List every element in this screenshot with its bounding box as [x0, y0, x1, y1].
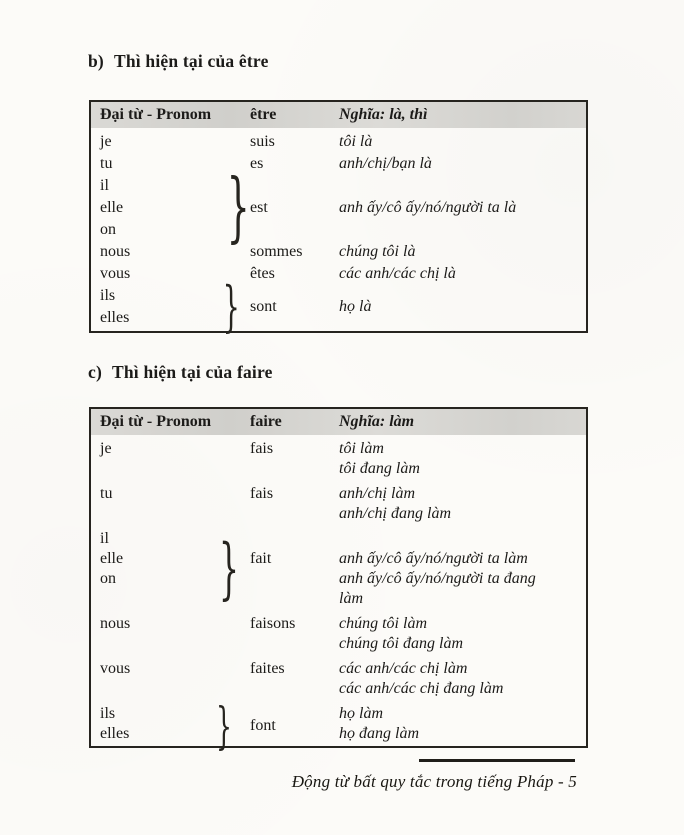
table-row: [91, 131, 586, 153]
meaning-cell: [339, 175, 586, 241]
faire-header-row: [91, 409, 586, 435]
page-footer: Động từ bất quy tắc trong tiếng Pháp - 5: [291, 772, 577, 791]
pronoun-cell: je: [100, 440, 112, 457]
brace-icon: }: [218, 530, 240, 607]
section-title: Thì hiện tại của faire: [112, 362, 273, 382]
pronoun-cell: vous: [100, 660, 131, 677]
meaning-line: họ đang làm: [339, 725, 419, 742]
meaning-line: các anh/các chị đang làm: [339, 680, 504, 697]
brace-icon: }: [226, 161, 250, 251]
meaning-cell: [339, 529, 586, 609]
pronoun-cell: il: [100, 530, 109, 547]
etre-conjugation-table: [89, 100, 588, 338]
etre-header-pronoun: Đại từ - Pronom: [100, 106, 212, 123]
pronoun-cell: nous: [100, 243, 131, 260]
verb-cell: suis: [250, 133, 275, 150]
pronoun-cell: vous: [100, 265, 131, 282]
meaning-line: chúng tôi làm: [339, 615, 427, 632]
section-marker: c): [88, 362, 102, 382]
meaning-line: anh/chị đang làm: [339, 505, 451, 522]
meaning-line: tôi làm: [339, 440, 384, 457]
verb-cell: faites: [250, 660, 285, 677]
etre-header-row: [91, 102, 586, 128]
meaning-line: anh ấy/cô ấy/nó/người ta làm: [339, 550, 528, 567]
meaning-line: anh/chị làm: [339, 485, 415, 502]
footer-rule: [419, 759, 575, 762]
pronoun-cell: elle: [100, 199, 124, 216]
verb-cell: fais: [250, 485, 274, 502]
meaning-line: chúng tôi đang làm: [339, 635, 463, 652]
meaning-text: anh ấy/cô ấy/nó/người ta là: [339, 199, 517, 216]
meaning-cell: [339, 614, 586, 654]
meaning-cell: [339, 285, 586, 329]
table-row: [91, 439, 586, 479]
verb-cell: faisons: [250, 615, 296, 632]
meaning-cell: tôi là: [339, 133, 373, 150]
section-heading-b: [88, 51, 269, 72]
etre-header-verb: être: [250, 106, 277, 123]
verb-cell: es: [250, 155, 264, 172]
table-row-group: [91, 697, 586, 755]
meaning-cell: [339, 439, 586, 479]
faire-conjugation-table: [89, 407, 588, 755]
meaning-line: anh ấy/cô ấy/nó/người ta đang: [339, 570, 536, 587]
faire-header-meaning: Nghĩa: làm: [339, 413, 415, 430]
verb-cell: [250, 704, 339, 748]
section-title: Thì hiện tại của être: [113, 51, 269, 71]
pronoun-cell: ils: [100, 705, 116, 722]
verb-cell: êtes: [250, 265, 275, 282]
verb-cell: fais: [250, 440, 274, 457]
table-row: [91, 241, 586, 263]
table-row-group: [91, 529, 586, 609]
meaning-cell: [339, 704, 586, 748]
meaning-cell: [339, 659, 586, 699]
pronoun-cell: il: [100, 177, 109, 194]
table-row: [91, 263, 586, 285]
pronoun-cell: elles: [100, 309, 130, 326]
meaning-cell: anh/chị/bạn là: [339, 155, 432, 172]
table-row: [91, 659, 586, 699]
meaning-text: họ là: [339, 298, 372, 315]
faire-header-pronoun: Đại từ - Pronom: [100, 413, 212, 430]
pronoun-cell: ils: [100, 287, 116, 304]
verb-text: fait: [250, 550, 272, 567]
meaning-line: tôi đang làm: [339, 460, 420, 477]
verb-cell: [250, 285, 339, 329]
table-row-group: [91, 275, 586, 338]
meaning-line: họ làm: [339, 705, 383, 722]
meaning-cell: chúng tôi là: [339, 243, 416, 260]
etre-header-meaning: Nghĩa: là, thì: [339, 106, 428, 123]
brace-icon: }: [222, 275, 240, 338]
pronoun-cell: elle: [100, 550, 124, 567]
verb-text: font: [250, 717, 276, 734]
section-marker: b): [88, 51, 104, 71]
verb-cell: [250, 529, 339, 609]
pronoun-cell: tu: [100, 155, 113, 172]
table-row: [91, 614, 586, 654]
pronoun-cell: je: [100, 133, 112, 150]
pronoun-cell: on: [100, 570, 116, 587]
pronoun-group-cell: [100, 529, 250, 609]
faire-header-verb: faire: [250, 413, 282, 430]
pronoun-cell: nous: [100, 615, 131, 632]
verb-text: sont: [250, 298, 277, 315]
pronoun-group-cell: [100, 697, 250, 755]
brace-icon: }: [215, 697, 232, 755]
table-row: [91, 153, 586, 175]
meaning-line: các anh/các chị làm: [339, 660, 468, 677]
pronoun-cell: elles: [100, 725, 130, 742]
verb-cell: sommes: [250, 243, 303, 260]
verb-text: est: [250, 199, 268, 216]
verb-cell: [250, 175, 339, 241]
pronoun-group-cell: [100, 275, 250, 338]
meaning-cell: các anh/các chị là: [339, 265, 456, 282]
table-row: [91, 484, 586, 524]
pronoun-cell: tu: [100, 485, 113, 502]
section-heading-c: [88, 362, 273, 383]
pronoun-cell: on: [100, 221, 116, 238]
meaning-cell: [339, 484, 586, 524]
meaning-line: làm: [339, 590, 363, 607]
